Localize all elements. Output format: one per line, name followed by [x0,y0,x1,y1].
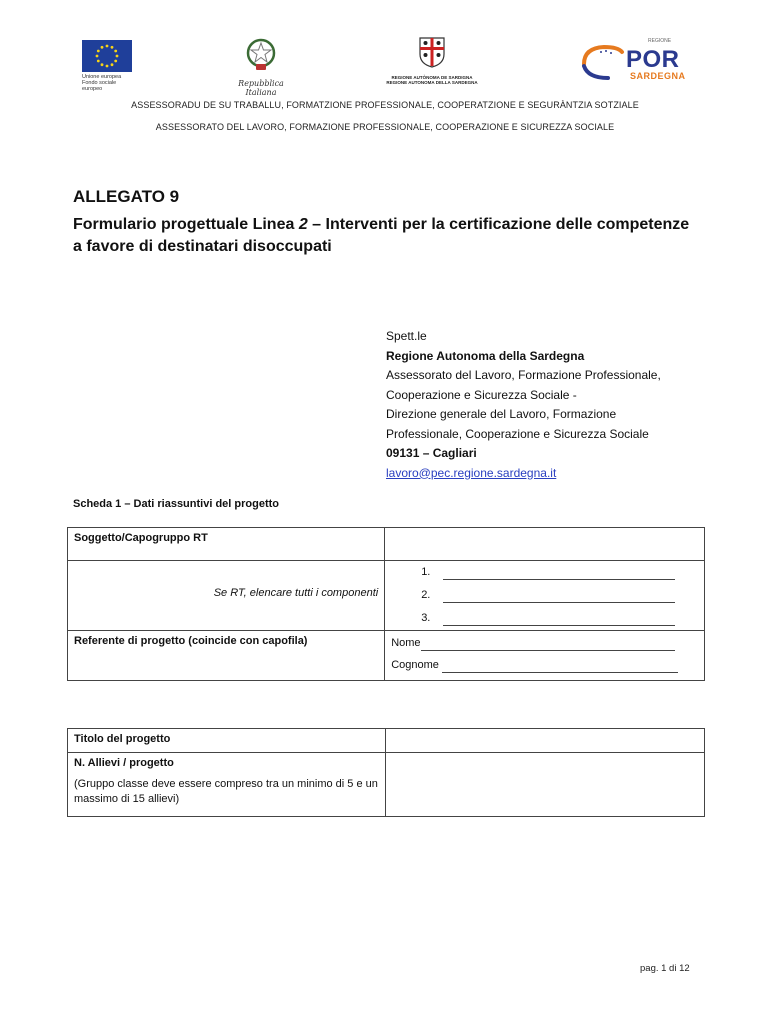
titolo-label: Titolo del progetto [68,729,386,753]
list-item[interactable] [421,607,698,630]
table-row-titolo [68,729,705,753]
nome-label: Nome [391,637,421,649]
ras-caption-line2: REGIONE AUTONOMA DELLA SARDEGNA [386,80,478,85]
recipient-address [386,327,706,483]
componenti-field [385,561,705,631]
progetto-table [67,728,705,817]
por-main-label: POR [626,46,680,73]
allievi-cell [68,753,386,817]
italy-emblem [226,36,296,97]
por-small-label: REGIONE [648,38,672,44]
address-email-link[interactable]: lavoro@pec.regione.sardegna.it [386,465,557,480]
dept-sardinian: ASSESSORADU DE SU TRABALLU, FORMATZIONE PROFESSIONALE, COOPERATZIONE E SEGURÀNTZIA SOTZIALE [131,100,639,110]
cognome-label: Cognome [391,659,439,671]
eu-caption [82,74,134,92]
por-sub-label: SARDEGNA [630,71,686,81]
address-city: 09131 – Cagliari [386,446,477,460]
italy-emblem-icon [244,36,278,72]
subtitle-part2: – Interventi per la certificazione delle competenze a favore di destinatari disoccupati [73,216,690,255]
document-subtitle [73,214,693,258]
list-item[interactable] [421,584,698,607]
titolo-field[interactable] [385,729,704,753]
scheda-1-table [67,527,705,681]
eu-logo [82,40,134,92]
ras-caption-line1: REGIONE AUTÒNOMA DE SARDIGNA [391,75,473,80]
allievi-field[interactable] [385,753,704,817]
list-item[interactable] [421,561,698,584]
ras-caption [386,75,478,85]
soggetto-field[interactable] [385,528,705,561]
address-line1: Assessorato del Lavoro, Formazione Professionale, [386,368,661,382]
nome-blank[interactable] [421,636,675,651]
referente-label: Referente di progetto (coincide con capofila) [68,631,385,681]
componenti-list [391,561,698,630]
table-row-allievi [68,753,705,817]
dept-italian: ASSESSORATO DEL LAVORO, FORMAZIONE PROFESSIONALE, COOPERAZIONE E SICUREZZA SOCIALE [155,122,615,132]
nome-row[interactable] [391,632,698,654]
address-line2: Cooperazione e Sicurezza Sociale - [386,387,577,402]
eu-caption-line2: Fondo sociale europeo [82,80,117,92]
cognome-row[interactable] [391,654,698,676]
eu-caption-line1: Unione europea [82,74,122,80]
componenti-label: Se RT, elencare tutti i componenti [68,561,385,631]
subtitle-line-number: 2 [298,216,308,233]
por-sardegna-logo [578,40,688,84]
allegato-title: ALLEGATO 9 [73,187,180,206]
scheda-title: Scheda 1 – Dati riassuntivi del progetto [73,498,279,510]
page-number: pag. 1 di 12 [640,963,690,974]
address-line4: Professionale, Cooperazione e Sicurezza Sociale [386,426,649,441]
allievi-label: N. Allievi / progetto [74,757,174,769]
subtitle-part1: Formulario progettuale Linea [73,216,299,233]
referente-field [385,631,705,681]
table-row-componenti [68,561,705,631]
table-row-soggetto [68,528,705,561]
por-swoosh-icon [578,42,626,82]
cognome-blank[interactable] [442,658,678,673]
italy-caption: Repubblica Italiana [238,79,284,97]
address-org: Regione Autonoma della Sardegna [386,348,585,363]
componente-number-3: 3. [421,612,431,624]
componente-blank-3[interactable] [443,611,675,626]
ras-logo [386,36,478,85]
table-row-referente [68,631,705,681]
sardinia-shield-icon [417,36,447,68]
eu-flag-icon [82,40,132,72]
componente-number-2: 2. [421,589,431,601]
allievi-note: (Gruppo classe deve essere compreso tra un minimo di 5 e un massimo di 15 allievi) [74,778,378,805]
address-salutation: Spett.le [386,329,427,343]
componente-blank-1[interactable] [443,565,675,580]
componente-number-1: 1. [421,566,431,578]
soggetto-label: Soggetto/Capogruppo RT [68,528,385,561]
componente-blank-2[interactable] [443,588,675,603]
address-line3: Direzione generale del Lavoro, Formazione [386,407,617,421]
